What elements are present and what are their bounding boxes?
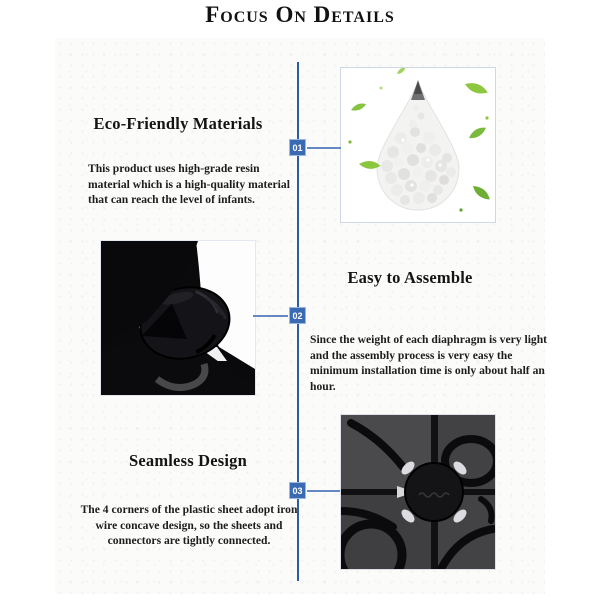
seamless-design-photo <box>340 414 496 570</box>
timeline-badge-02: 02 <box>289 307 306 324</box>
sheet-corner-illustration <box>341 415 495 569</box>
timeline-connector-1 <box>307 147 341 149</box>
page-title: Focus On Details <box>205 2 395 27</box>
assembly-photo <box>100 240 256 396</box>
timeline-badge-03: 03 <box>289 482 306 499</box>
resin-drop-illustration <box>341 68 495 222</box>
timeline-connector-2 <box>253 315 288 317</box>
section-1-body: This product uses high-grade resin material which is a high-quality material that can reach the level of infants. <box>88 162 290 207</box>
eco-materials-photo <box>340 67 496 223</box>
section-3-heading: Seamless Design <box>128 451 248 470</box>
panel-connector-closeup-illustration <box>101 241 255 395</box>
timeline-badge-01: 01 <box>289 139 306 156</box>
section-3-body: The 4 corners of the plastic sheet adopt iron wire concave design, so the sheets and connectors are tightly connected. <box>80 503 298 548</box>
round-connector <box>405 463 463 521</box>
section-1-heading: Eco-Friendly Materials <box>93 114 263 133</box>
section-2-heading: Easy to Assemble <box>347 268 473 287</box>
section-2-body: Since the weight of each diaphragm is very light and the assembly process is very easy the minimum installation time is only about half an hour. <box>310 333 548 393</box>
timeline-connector-3 <box>307 490 340 492</box>
